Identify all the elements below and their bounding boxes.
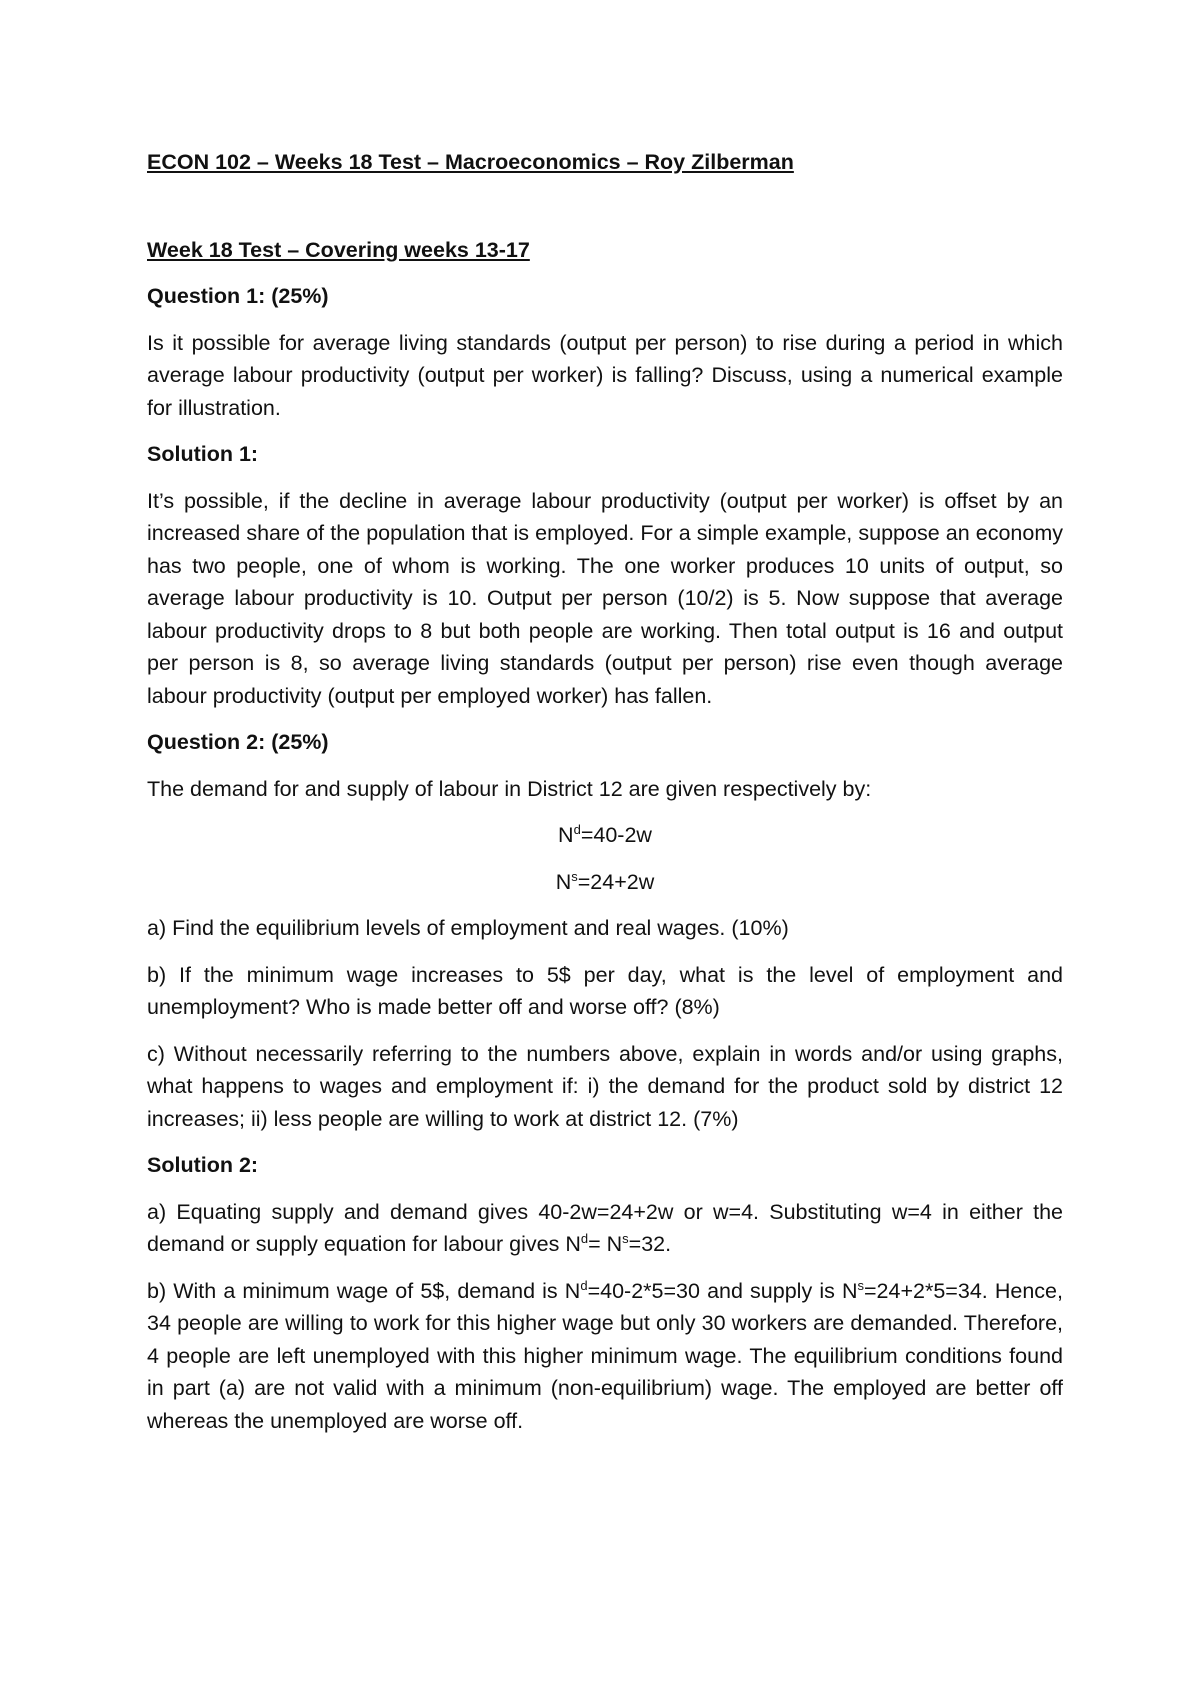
- solution-2-heading: Solution 2:: [147, 1153, 259, 1177]
- question-2-intro: The demand for and supply of labour in District 12 are given respectively by:: [147, 776, 872, 801]
- solution-1-heading: Solution 1:: [147, 442, 259, 466]
- solution-2-part-a: a) Equating supply and demand gives 40-2w=24+2w or w=4. Substituting w=4 in either the demand or supply equation for labour gives $N^d= N^s=32$.: [147, 1199, 1063, 1256]
- question-2-part-b: b) If the minimum wage increases to 5$ per day, what is the level of employment and unemployment? Who is made better off and worse off? (8%): [147, 962, 1063, 1019]
- labour-supply-equation: $N^s=24+2w$: [555, 868, 655, 894]
- test-subtitle: Week 18 Test – Covering weeks 13-17: [147, 237, 530, 262]
- document-body: [147, 146, 1063, 1451]
- solution-1-text: It’s possible, if the decline in average labour productivity (output per worker) is offset by an increased share of the population that is employed. For a simple example, suppose an economy has two people, one of whom is working. The one worker produces 10 units of output, so average labour productivity is 10. Output per person (10/2) is 5. Now suppose that average labour productivity drops to 8 but both people are working. Then total output is 16 and output per person is 8, so average living standards (output per person) rise even though average labour productivity (output per employed worker) has fallen.: [147, 488, 1063, 708]
- question-2-part-c: c) Without necessarily referring to the numbers above, explain in words and/or using graphs, what happens to wages and employment if: i) the demand for the product sold by district 12 increases; ii) less people are willing to work at district 12. (7%): [147, 1041, 1063, 1131]
- labour-demand-equation: $N^d=40-2w$: [558, 821, 652, 847]
- document-title: ECON 102 – Weeks 18 Test – Macroeconomics – Roy Zilberman: [147, 150, 794, 174]
- question-1-text: Is it possible for average living standards (output per person) to rise during a period in which average labour productivity (output per worker) is falling? Discuss, using a numerical example for illustration.: [147, 330, 1063, 420]
- solution-2-part-b: b) With a minimum wage of 5$, demand is $N^d=40-2*5=30$ and supply is $N^s=24+2*5=34$. Hence, 34 people are willing to work for this higher wage but only 30 workers are demanded. Therefore, 4 people are left unemployed with this higher minimum wage. The equilibrium conditions found in part (a) are not valid with a minimum (non-equilibrium) wage. The employed are better off whereas the unemployed are worse off.: [147, 1277, 1063, 1433]
- question-1-heading: Question 1: (25%): [147, 284, 329, 308]
- question-2-heading: Question 2: (25%): [147, 730, 329, 754]
- question-2-part-a: a) Find the equilibrium levels of employment and real wages. (10%): [147, 916, 789, 940]
